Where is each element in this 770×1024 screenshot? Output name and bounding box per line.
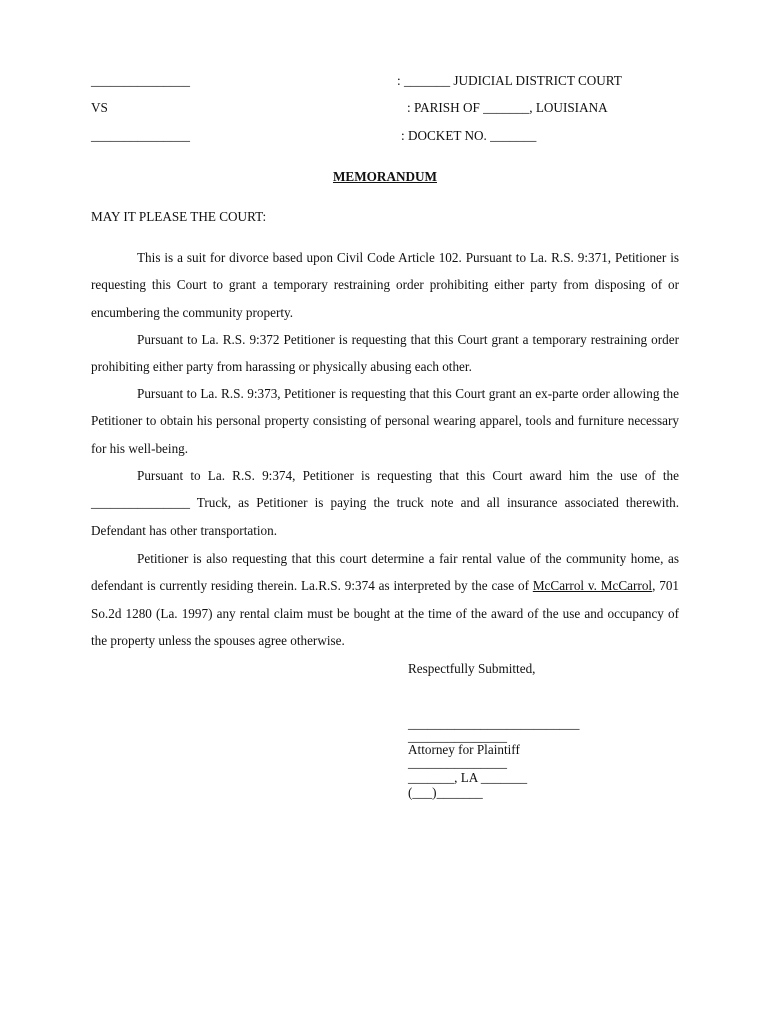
- paragraph-4: [91, 462, 679, 544]
- salutation: MAY IT PLEASE THE COURT:: [91, 209, 267, 224]
- paragraph-1-text: This is a suit for divorce based upon Civil Code Article 102. Pursuant to La. R.S. 9:371, Petitioner is requesting this Court to grant a temporary restraining order prohibiting either party from disposing of or encumbering the community property.: [91, 250, 679, 320]
- caption-court: : _______ JUDICIAL DISTRICT COURT: [397, 73, 622, 88]
- document-title: MEMORANDUM: [332, 169, 437, 184]
- attorney-role: Attorney for Plaintiff: [408, 742, 520, 757]
- paragraph-2-text: Pursuant to La. R.S. 9:372 Petitioner is requesting that this Court grant a temporary restraining order prohibiting either party from harassing or physically abusing each other.: [91, 332, 679, 375]
- address-line: _______________: [408, 755, 507, 770]
- paragraph-3: [91, 380, 679, 462]
- paragraph-3-text: Pursuant to La. R.S. 9:373, Petitioner is requesting that this Court grant an ex-parte order allowing the Petitioner to obtain his personal property consisting of personal wearing apparel, tools and furniture necessary for his well-being.: [91, 386, 679, 456]
- paragraph-5-text-b: , 701 So.2d 1280 (La. 1997) any rental claim must be bought at the time of the award of the use and occupancy of the property unless the spouses agree otherwise.: [91, 578, 680, 648]
- caption-left-blank-2: _______________: [91, 128, 190, 143]
- caption-left-blank-1: _______________: [91, 73, 190, 88]
- paragraph-4-text: Pursuant to La. R.S. 9:374, Petitioner is requesting that this Court award him the use of the _______________ Truck, as Petitioner is paying the truck note and all insurance associated therewith. Defendant has other transportation.: [91, 468, 679, 538]
- phone-line: (___)_______: [408, 785, 483, 800]
- caption-parish: : PARISH OF _______, LOUISIANA: [407, 100, 608, 115]
- attorney-name-line: _______________: [408, 729, 507, 744]
- paragraph-2: [91, 326, 679, 381]
- paragraph-5: [91, 545, 679, 654]
- city-state-line: _______, LA _______: [408, 770, 528, 785]
- caption-vs: VS: [91, 100, 108, 115]
- caption-docket: : DOCKET NO. _______: [401, 128, 537, 143]
- closing: Respectfully Submitted,: [408, 661, 536, 676]
- paragraph-1: [91, 244, 679, 326]
- signature-line: __________________________: [408, 716, 580, 731]
- case-citation: McCarrol v. McCarrol: [532, 578, 653, 594]
- paragraph-5-text-a: Petitioner is also requesting that this court determine a fair rental value of the community home, as defendant is currently residing therein. La.R.S. 9:374 as interpreted by the case of: [91, 551, 679, 594]
